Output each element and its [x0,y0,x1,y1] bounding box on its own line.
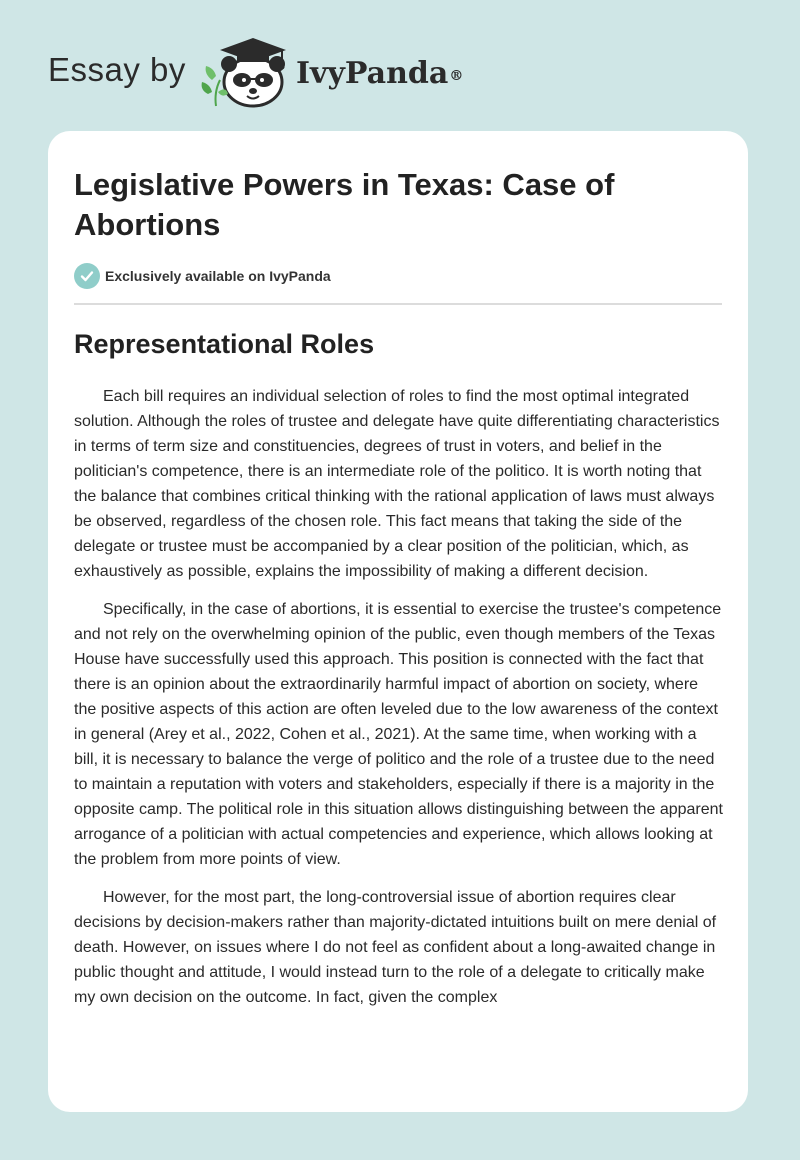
registered-mark: ® [449,68,464,84]
essay-body [74,384,724,1023]
brand-logo-text[interactable] [296,54,462,94]
essay-card [48,131,748,1112]
panda-graduation-cap-icon[interactable] [198,36,290,108]
section-heading: Representational Roles [74,329,375,359]
paragraph: However, for the most part, the long-controversial issue of abortion requires clear decisions by decision-makers rather than majority-dictated intuitions built on mere denial of death. However, on issues where I do not feel as confident about a long-awaited change in public thought and attitude, I would instead turn to the role of a delegate to critically make my own decision on the outcome. In fact, given the complex [74,889,717,1006]
check-circle-icon [74,263,100,289]
brand-name: IvyPanda [296,56,449,91]
page-title: Legislative Powers in Texas: Case of Abortions [74,167,615,242]
site-header [0,0,800,120]
essay-by-label: Essay by [48,51,186,88]
exclusive-badge-label: Exclusively available on IvyPanda [105,268,331,284]
divider [74,303,722,305]
paragraph: Each bill requires an individual selection of roles to find the most optimal integrated solution. Although the roles of trustee and delegate have quite differentiating characteristics in terms of term size and constituencies, degrees of trust in voters, and belief in the politician's competence, there is an intermediate role of the politico. It is worth noting that the balance that combines critical thinking with the rational application of laws must always be observed, regardless of the chosen role. This fact means that taking the side of the delegate or trustee must be accompanied by a clear position of the politician, which, as exhaustively as possible, explains the impossibility of making a different decision. [74,388,720,580]
exclusive-badge [74,262,331,290]
paragraph: Specifically, in the case of abortions, it is essential to exercise the trustee's competence and not rely on the overwhelming opinion of the public, even though members of the Texas House have successfully used this approach. This position is connected with the fact that there is an opinion about the extraordinarily harmful impact of abortion on society, where the positive aspects of this action are often leveled due to the low awareness of the context in general (Arey et al., 2022, Cohen et al., 2021). At the same time, when working with a bill, it is necessary to balance the verge of politico and the role of a trustee due to the need to maintain a reputation with voters and stakeholders, especially if there is a majority in the opposite camp. The political role in this situation allows distinguishing between the apparent arrogance of a politician with actual competencies and experience, which allows looking at the problem from more points of view. [74,601,723,868]
